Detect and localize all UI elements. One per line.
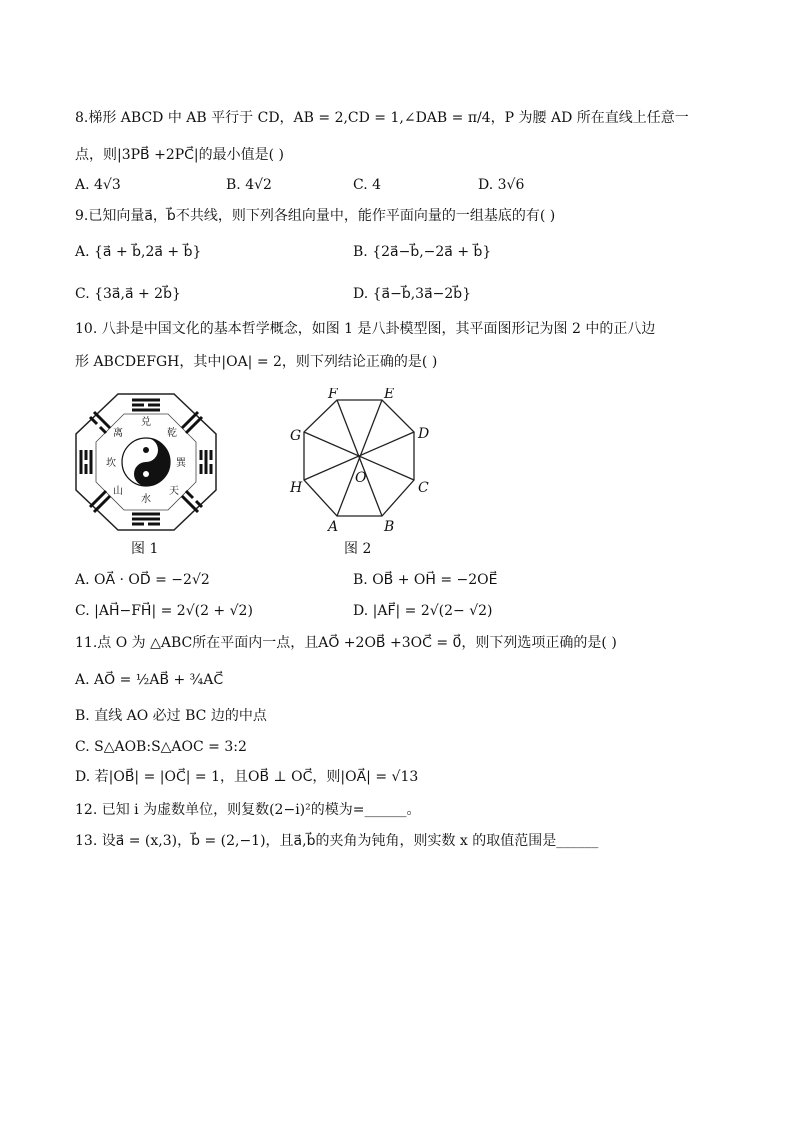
bagua-char-bottomleft: 山	[113, 486, 123, 497]
q9-option-c: C. {3a⃗,a⃗ + 2b⃗}	[75, 286, 181, 302]
q8-option-b: B. 4√2	[226, 177, 272, 193]
q11-option-b: B. 直线 AO 必过 BC 边的中点	[75, 708, 267, 724]
vertex-label-e: E	[384, 388, 395, 402]
figure2-caption: 图 2	[344, 541, 372, 557]
q11-option-a: A. AO⃗ = ½AB⃗ + ¾AC⃗	[75, 672, 224, 688]
vertex-label-a: A	[328, 519, 339, 535]
vertex-label-g: G	[290, 428, 302, 444]
q9-option-b: B. {2a⃗−b⃗,−2a⃗ + b⃗}	[353, 244, 492, 260]
figure1-caption: 图 1	[131, 541, 159, 557]
bagua-char-top: 兑	[141, 417, 151, 428]
q10-option-d: D. |AF⃗| = 2√(2− √2)	[353, 603, 493, 619]
q11-stem: 11.点 O 为 △ABC所在平面内一点，且AO⃗ +2OB⃗ +3OC⃗ = 0⃗，则下列选项正确的是( )	[75, 635, 617, 651]
q12-stem: 12. 已知 i 为虚数单位，则复数(2−i)²的模为=______。	[75, 802, 421, 818]
vertex-label-f: F	[328, 388, 338, 402]
q11-option-d: D. 若|OB⃗| = |OC⃗| = 1，且OB⃗ ⊥ OC⃗，则|OA⃗| = √13	[75, 769, 419, 785]
bagua-char-right: 巽	[176, 458, 186, 469]
octagon-figure	[282, 388, 440, 536]
q10-option-c: C. |AH⃗−FH⃗| = 2√(2 + √2)	[75, 603, 253, 619]
q10-option-a: A. OA⃗ · OD⃗ = −2√2	[75, 572, 210, 588]
q8-stem-line1: 8.梯形 ABCD 中 AB 平行于 CD，AB = 2,CD = 1,∠DAB = π/4，P 为腰 AD 所在直线上任意一	[75, 110, 689, 126]
q13-stem: 13. 设a⃗ = (x,3)，b⃗ = (2,−1)，且a⃗,b⃗的夹角为钝角，则实数 x 的取值范围是______	[75, 833, 599, 849]
bagua-char-topright: 乾	[167, 428, 177, 439]
q10-stem-line2: 形 ABCDEFGH，其中|OA| = 2，则下列结论正确的是( )	[75, 354, 438, 370]
q8-option-c: C. 4	[353, 177, 382, 193]
q10-stem-line1: 10. 八卦是中国文化的基本哲学概念，如图 1 是八卦模型图，其平面图形记为图 2 中的正八边	[75, 321, 656, 337]
bagua-char-topleft: 离	[113, 428, 123, 439]
bagua-char-left: 坎	[106, 458, 116, 469]
center-label-o: O	[355, 470, 367, 486]
q8-stem-line2: 点，则|3PB⃗ +2PC⃗|的最小值是( )	[75, 147, 285, 163]
bagua-char-bottom: 水	[141, 494, 151, 505]
q11-option-c: C. S△AOB:S△AOC = 3:2	[75, 739, 247, 755]
vertex-label-b: B	[384, 519, 395, 535]
q9-option-d: D. {a⃗−b⃗,3a⃗−2b⃗}	[353, 286, 472, 302]
bagua-figure	[74, 392, 218, 532]
q8-option-d: D. 3√6	[478, 177, 525, 193]
q9-option-a: A. {a⃗ + b⃗,2a⃗ + b⃗}	[75, 244, 202, 260]
q9-stem: 9.已知向量a⃗，b⃗不共线，则下列各组向量中，能作平面向量的一组基底的有( )	[75, 208, 556, 224]
vertex-label-c: C	[418, 480, 429, 496]
q10-option-b: B. OB⃗ + OH⃗ = −2OE⃗	[353, 572, 498, 588]
vertex-label-d: D	[418, 426, 430, 442]
q8-option-a: A. 4√3	[75, 177, 121, 193]
vertex-label-h: H	[290, 480, 303, 496]
bagua-char-bottomright: 天	[169, 486, 179, 497]
